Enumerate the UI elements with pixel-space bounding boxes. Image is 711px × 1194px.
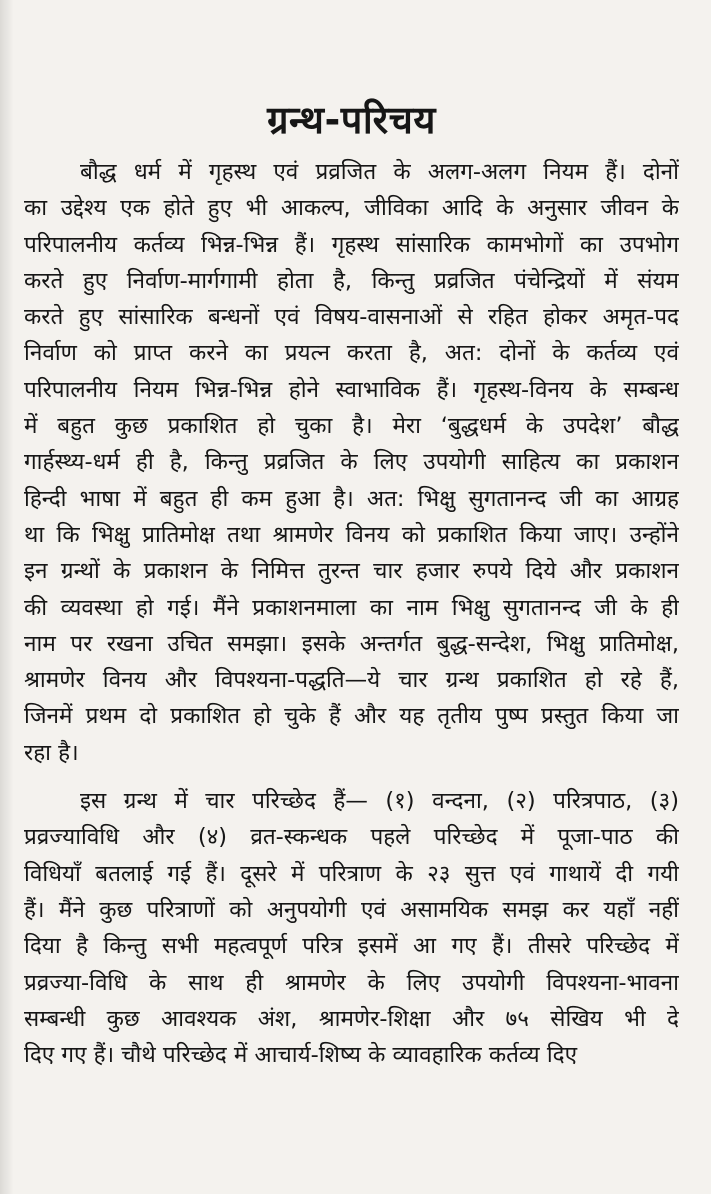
text-line: हैं। मैंने कुछ परित्राणों को अनुपयोगी एवं असामयिक समझ कर यहाँ नहीं <box>24 896 679 923</box>
text-line: परिपालनीय नियम भिन्न-भिन्न होने स्वाभाविक हैं। गृहस्थ-विनय के सम्बन्ध <box>24 376 679 403</box>
text-line: इस ग्रन्थ में चार परिच्छेद हैं— (१) वन्दना, (२) परित्रपाठ, (३) <box>80 788 679 815</box>
text-line: की व्यवस्था हो गई। मैंने प्रकाशनमाला का नाम भिक्षु सुगतानन्द जी के ही <box>24 594 679 621</box>
paragraph <box>24 783 679 1073</box>
text-line: दिए गए हैं। चौथे परिच्छेद में आचार्य-शिष्य के व्यावहारिक कर्तव्य दिए <box>24 1042 578 1069</box>
text-line: परिपालनीय कर्तव्य भिन्न-भिन्न हैं। गृहस्थ सांसारिक कामभोगों का उपभोग <box>24 231 679 258</box>
text-line: गार्हस्थ्य-धर्म ही है, किन्तु प्रव्रजित के लिए उपयोगी साहित्य का प्रकाशन <box>24 449 679 476</box>
page-title: ग्रन्थ-परिचय <box>267 98 436 142</box>
text-line: सम्बन्धी कुछ आवश्यक अंश, श्रामणेर-शिक्षा और ७५ सेखिय भी दे <box>24 1005 679 1032</box>
page-edge-shadow <box>0 0 14 1194</box>
text-line: था कि भिक्षु प्रातिमोक्ष तथा श्रामणेर विनय को प्रकाशित किया जाए। उन्होंने <box>24 521 679 548</box>
text-line: दिया है किन्तु सभी महत्वपूर्ण परित्र इसमें आ गए हैं। तीसरे परिच्छेद में <box>24 933 679 960</box>
text-line: नाम पर रखना उचित समझा। इसके अन्तर्गत बुद्ध-सन्देश, भिक्षु प्रातिमोक्ष, <box>24 630 679 657</box>
text-line: हिन्दी भाषा में बहुत ही कम हुआ है। अत: भिक्षु सुगतानन्द जी का आग्रह <box>24 485 679 512</box>
text-line: में बहुत कुछ प्रकाशित हो चुका है। मेरा ‘बुद्धधर्म के उपदेश’ बौद्ध <box>24 413 679 440</box>
paragraph <box>24 154 679 771</box>
body-text <box>24 154 679 1073</box>
text-line: रहा है। <box>24 739 79 766</box>
text-line: करते हुए सांसारिक बन्धनों एवं विषय-वासनाओं से रहित होकर अमृत-पद <box>24 304 679 331</box>
text-line: विधियाँ बतलाई गई हैं। दूसरे में परित्राण के २३ सुत्त एवं गाथायें दी गयी <box>24 860 679 887</box>
text-line: जिनमें प्रथम दो प्रकाशित हो चुके हैं और यह तृतीय पुष्प प्रस्तुत किया जा <box>24 703 679 730</box>
text-line: बौद्ध धर्म में गृहस्थ एवं प्रव्रजित के अलग-अलग नियम हैं। दोनों <box>80 159 679 185</box>
text-line: निर्वाण को प्राप्त करने का प्रयत्न करता है, अत: दोनों के कर्तव्य एवं <box>24 340 679 367</box>
text-line: का उद्देश्य एक होते हुए भी आकल्प, जीविका आदि के अनुसार जीवन के <box>24 195 679 222</box>
text-line: करते हुए निर्वाण-मार्गगामी होता है, किन्तु प्रव्रजित पंचेन्द्रियों में संयम <box>24 267 679 294</box>
text-line: प्रव्रज्याविधि और (४) व्रत-स्कन्धक पहले परिच्छेद में पूजा-पाठ की <box>24 824 679 851</box>
text-line: इन ग्रन्थों के प्रकाशन के निमित्त तुरन्त चार हजार रुपये दिये और प्रकाशन <box>24 558 679 585</box>
text-line: श्रामणेर विनय और विपश्यना-पद्धति—ये चार ग्रन्थ प्रकाशित हो रहे हैं, <box>24 667 679 694</box>
paragraph-gap <box>24 771 679 783</box>
text-line: प्रव्रज्या-विधि के साथ ही श्रामणेर के लिए उपयोगी विपश्यना-भावना <box>24 969 679 996</box>
